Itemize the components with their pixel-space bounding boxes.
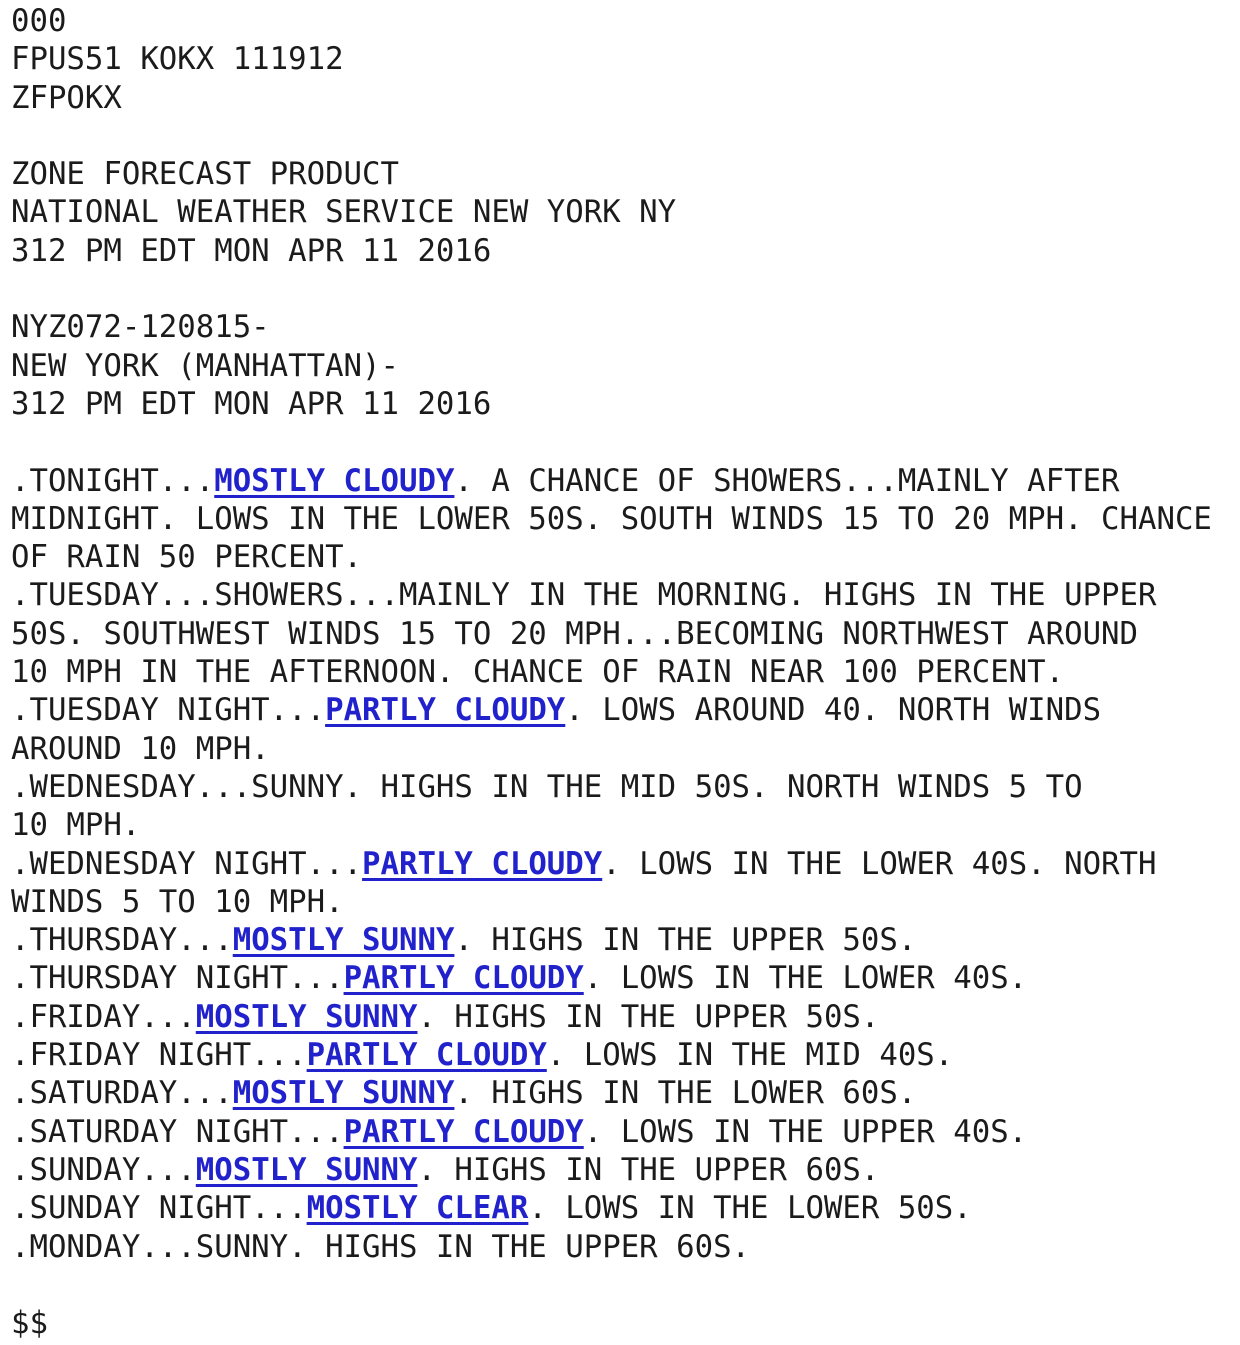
forecast-text-segment: FPUS51 KOKX 111912: [11, 42, 344, 78]
forecast-text-segment: 10 MPH IN THE AFTERNOON. CHANCE OF RAIN NEAR 100 PERCENT.: [11, 655, 1065, 691]
forecast-line: [11, 692, 1230, 730]
forecast-text-segment: .TUESDAY NIGHT...: [11, 693, 326, 729]
forecast-text-segment: .SATURDAY...: [11, 1076, 233, 1112]
forecast-text-segment: .SUNDAY NIGHT...: [11, 1191, 307, 1227]
forecast-line: [11, 960, 1230, 998]
forecast-text-segment: OF RAIN 50 PERCENT.: [11, 540, 363, 576]
forecast-line: [11, 1229, 1230, 1267]
forecast-text-segment: .SUNDAY...: [11, 1152, 196, 1188]
link-mostly-clear[interactable]: MOSTLY CLEAR: [306, 1191, 529, 1227]
forecast-text-segment: AROUND 10 MPH.: [11, 731, 270, 767]
forecast-text-segment: WINDS 5 TO 10 MPH.: [11, 884, 344, 920]
forecast-text-segment: . HIGHS IN THE UPPER 50S.: [417, 999, 880, 1035]
forecast-line: [11, 194, 1230, 232]
forecast-line: [11, 731, 1230, 769]
forecast-line: [11, 348, 1230, 386]
forecast-line: [11, 463, 1230, 501]
forecast-line: [11, 1075, 1230, 1113]
forecast-text-segment: .FRIDAY...: [11, 999, 196, 1035]
forecast-line: [11, 271, 1230, 309]
forecast-text-segment: .FRIDAY NIGHT...: [11, 1038, 307, 1074]
forecast-text-segment: .THURSDAY NIGHT...: [11, 961, 344, 997]
forecast-text: [11, 3, 1230, 1343]
forecast-line: [11, 577, 1230, 615]
forecast-line: [11, 654, 1230, 692]
forecast-text-segment: .MONDAY...SUNNY. HIGHS IN THE UPPER 60S.: [11, 1229, 751, 1265]
forecast-line: [11, 156, 1230, 194]
forecast-text-segment: 312 PM EDT MON APR 11 2016: [11, 233, 492, 269]
forecast-line: [11, 424, 1230, 462]
forecast-text-segment: . LOWS IN THE MID 40S.: [546, 1038, 954, 1074]
forecast-text-segment: 312 PM EDT MON APR 11 2016: [11, 386, 492, 422]
forecast-line: [11, 616, 1230, 654]
forecast-text-segment: .TONIGHT...: [11, 463, 215, 499]
forecast-line: [11, 41, 1230, 79]
forecast-text-segment: ZFPOKX: [11, 80, 122, 116]
forecast-line: [11, 80, 1230, 118]
link-mostly-sunny[interactable]: MOSTLY SUNNY: [195, 1152, 418, 1188]
forecast-line: [11, 1152, 1230, 1190]
forecast-text-segment: NATIONAL WEATHER SERVICE NEW YORK NY: [11, 195, 677, 231]
forecast-line: [11, 3, 1230, 41]
forecast-line: [11, 846, 1230, 884]
link-mostly-sunny[interactable]: MOSTLY SUNNY: [232, 1076, 455, 1112]
forecast-text-segment: 50S. SOUTHWEST WINDS 15 TO 20 MPH...BECOMING NORTHWEST AROUND: [11, 616, 1139, 652]
forecast-text-segment: NYZ072-120815-: [11, 310, 270, 346]
link-partly-cloudy[interactable]: PARTLY CLOUDY: [325, 693, 566, 729]
forecast-text-segment: . HIGHS IN THE UPPER 50S.: [454, 923, 917, 959]
forecast-text-segment: ZONE FORECAST PRODUCT: [11, 157, 399, 193]
forecast-text-segment: . LOWS IN THE UPPER 40S.: [583, 1114, 1028, 1150]
forecast-line: [11, 1114, 1230, 1152]
forecast-text-segment: 10 MPH.: [11, 808, 141, 844]
forecast-line: [11, 999, 1230, 1037]
link-partly-cloudy[interactable]: PARTLY CLOUDY: [343, 961, 584, 997]
forecast-text-segment: $$: [11, 1306, 48, 1342]
link-partly-cloudy[interactable]: PARTLY CLOUDY: [343, 1114, 584, 1150]
forecast-line: [11, 807, 1230, 845]
forecast-text-segment: . LOWS IN THE LOWER 50S.: [528, 1191, 972, 1227]
forecast-text-segment: . HIGHS IN THE UPPER 60S.: [417, 1152, 880, 1188]
forecast-line: [11, 501, 1230, 539]
forecast-line: [11, 1037, 1230, 1075]
forecast-text-segment: . LOWS AROUND 40. NORTH WINDS: [565, 693, 1102, 729]
link-mostly-cloudy[interactable]: MOSTLY CLOUDY: [214, 463, 455, 499]
link-partly-cloudy[interactable]: PARTLY CLOUDY: [306, 1038, 547, 1074]
forecast-text-segment: . HIGHS IN THE LOWER 60S.: [454, 1076, 917, 1112]
forecast-line: [11, 769, 1230, 807]
forecast-text-segment: .WEDNESDAY NIGHT...: [11, 846, 363, 882]
forecast-text-segment: .WEDNESDAY...SUNNY. HIGHS IN THE MID 50S. NORTH WINDS 5 TO: [11, 769, 1083, 805]
forecast-line: [11, 118, 1230, 156]
forecast-line: [11, 1305, 1230, 1343]
forecast-text-segment: .TUESDAY...SHOWERS...MAINLY IN THE MORNING. HIGHS IN THE UPPER: [11, 578, 1157, 614]
forecast-text-segment: . A CHANCE OF SHOWERS...MAINLY AFTER: [454, 463, 1120, 499]
forecast-text-segment: . LOWS IN THE LOWER 40S. NORTH: [602, 846, 1157, 882]
link-mostly-sunny[interactable]: MOSTLY SUNNY: [232, 923, 455, 959]
forecast-line: [11, 1190, 1230, 1228]
forecast-text-segment: 000: [11, 4, 67, 39]
forecast-line: [11, 1267, 1230, 1305]
link-partly-cloudy[interactable]: PARTLY CLOUDY: [362, 846, 603, 882]
forecast-line: [11, 309, 1230, 347]
forecast-line: [11, 386, 1230, 424]
forecast-text-segment: .THURSDAY...: [11, 923, 233, 959]
forecast-text-segment: NEW YORK (MANHATTAN)-: [11, 348, 399, 384]
forecast-line: [11, 922, 1230, 960]
forecast-text-segment: . LOWS IN THE LOWER 40S.: [583, 961, 1028, 997]
link-mostly-sunny[interactable]: MOSTLY SUNNY: [195, 999, 418, 1035]
forecast-line: [11, 233, 1230, 271]
forecast-line: [11, 539, 1230, 577]
forecast-text-segment: MIDNIGHT. LOWS IN THE LOWER 50S. SOUTH WINDS 15 TO 20 MPH. CHANCE: [11, 501, 1212, 537]
forecast-line: [11, 884, 1230, 922]
forecast-text-segment: .SATURDAY NIGHT...: [11, 1114, 344, 1150]
